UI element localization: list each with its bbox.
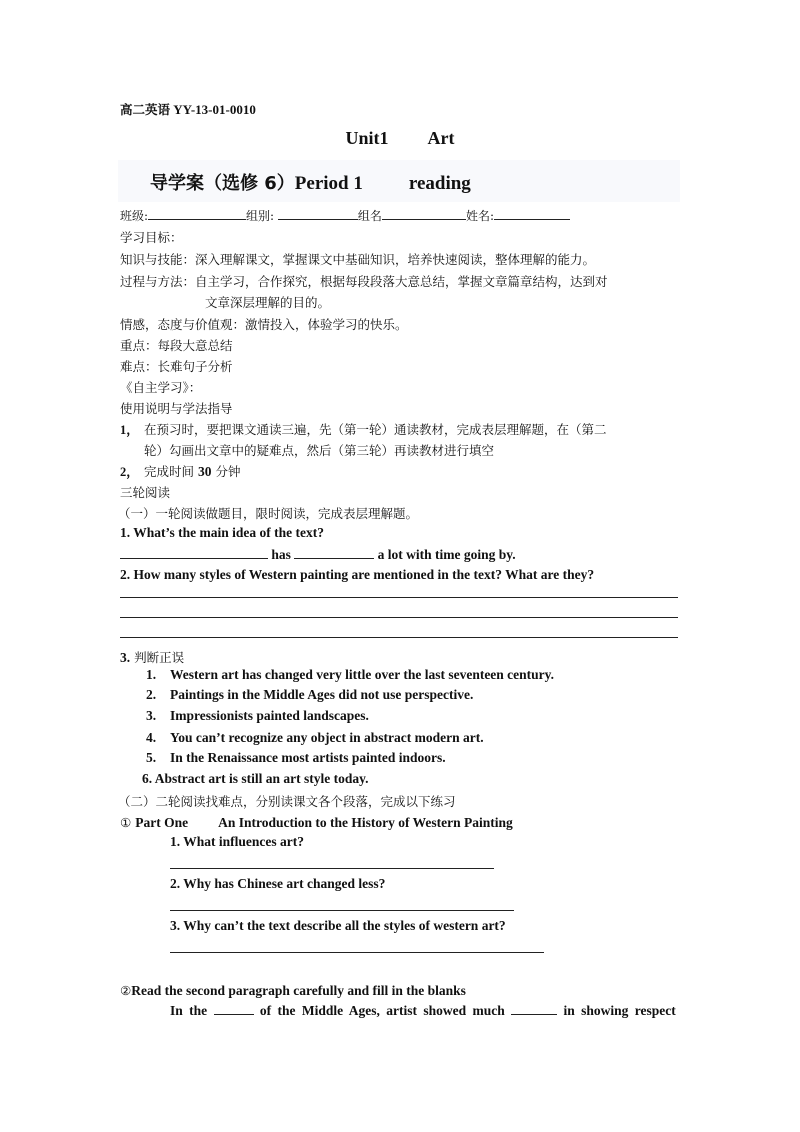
banner-title-cn: 导学案（选修 6） xyxy=(150,173,295,194)
true-false-heading xyxy=(120,648,184,667)
round-1-heading: （一）一轮阅读做题目，限时阅读，完成表层理解题。 xyxy=(118,506,419,521)
part-one-answer-line-2[interactable] xyxy=(170,910,514,911)
guide-heading: 使用说明与学法指导 xyxy=(120,401,233,416)
tf-item-number: 2. xyxy=(146,687,157,702)
guide-item-2 xyxy=(120,462,241,480)
document-code-subject: 高二英语 xyxy=(120,102,171,117)
main-idea-blank-2[interactable] xyxy=(294,546,374,559)
self-study-heading: 《自主学习》： xyxy=(120,380,202,395)
objectives-heading: 学习目标： xyxy=(120,230,183,245)
main-idea-has: has xyxy=(271,547,291,562)
tf-item xyxy=(146,687,473,703)
student-info-fields xyxy=(120,206,570,224)
main-idea-tail: a lot with time going by. xyxy=(377,547,516,562)
student-name-label: 姓名: xyxy=(465,209,494,223)
guide-item-1-cont: 轮）勾画出文章中的疑难点，然后（第三轮）再读教材进行填空 xyxy=(144,443,495,458)
styles-answer-line-1[interactable] xyxy=(120,597,678,598)
part-one-title: An Introduction to the History of Western Painting xyxy=(218,815,513,830)
fill-in-text-3: in showing respect xyxy=(563,1003,676,1018)
objective-knowledge: 知识与技能：深入理解课文，掌握课文中基础知识，培养快速阅读，整体理解的能力。 xyxy=(120,252,596,267)
banner-title xyxy=(150,169,471,195)
part-one-question-1: 1. What influences art? xyxy=(170,834,304,849)
student-name-field[interactable] xyxy=(494,206,570,220)
tf-item-number: 4. xyxy=(146,730,157,745)
group-field[interactable] xyxy=(278,206,358,220)
part-two-marker: ② xyxy=(120,983,132,998)
part-one-answer-line-3[interactable] xyxy=(170,952,544,953)
guide-item-2-number: 2， xyxy=(120,465,139,479)
tf-item-number: 3. xyxy=(146,708,157,723)
guide-item-2-unit: 分钟 xyxy=(215,464,241,479)
tf-item xyxy=(146,667,554,683)
tf-item-text: Western art has changed very little over the last seventeen century. xyxy=(170,667,555,682)
document-code-number: YY-13-01-0010 xyxy=(173,102,256,117)
fill-in-text-1: In the xyxy=(170,1003,208,1018)
fill-in-blank-1[interactable] xyxy=(214,1002,254,1015)
objective-process-cont: 文章深层理解的目的。 xyxy=(205,295,331,310)
part-two-label: Read the second paragraph carefully and fill in the blanks xyxy=(131,983,466,998)
tf-item xyxy=(146,730,484,746)
objective-process: 过程与方法：自主学习，合作探究，根据每段段落大意总结，掌握文章篇章结构，达到对 xyxy=(120,274,608,289)
unit-number: Unit1 xyxy=(345,128,389,148)
part-one-marker: ① xyxy=(120,815,132,830)
group-name-field[interactable] xyxy=(382,206,466,220)
part-one-question-3: 3. Why can’t the text describe all the styles of western art? xyxy=(170,918,506,933)
true-false-label: 判断正误 xyxy=(134,650,185,665)
guide-item-1 xyxy=(120,420,607,438)
tf-item-text: In the Renaissance most artists painted indoors. xyxy=(170,750,446,765)
class-field[interactable] xyxy=(148,206,246,220)
styles-answer-line-2[interactable] xyxy=(120,617,678,618)
class-label: 班级: xyxy=(120,209,149,223)
part-one-heading xyxy=(120,814,513,832)
part-one-answer-line-1[interactable] xyxy=(170,868,494,869)
tf-item-number: 5. xyxy=(146,750,157,765)
part-two-heading xyxy=(120,982,466,1000)
part-one-label: Part One xyxy=(135,815,189,830)
group-label: 组别: xyxy=(246,209,275,223)
tf-item-number: 1. xyxy=(146,667,157,682)
three-rounds-heading: 三轮阅读 xyxy=(120,485,171,500)
guide-item-2-minutes: 30 xyxy=(198,464,212,479)
true-false-number: 3. xyxy=(120,650,131,665)
main-idea-blank-1[interactable] xyxy=(120,546,268,559)
unit-title xyxy=(0,128,800,149)
document-code xyxy=(120,100,256,118)
guide-item-2-text: 完成时间 xyxy=(144,464,195,479)
unit-topic: Art xyxy=(427,128,455,148)
tf-item xyxy=(146,708,369,724)
fill-in-sentence xyxy=(170,1002,676,1019)
banner-period: Period 1 xyxy=(294,173,363,194)
main-idea-answer-line xyxy=(120,546,516,563)
question-main-idea: 1. What’s the main idea of the text? xyxy=(120,525,324,540)
tf-item-text: Impressionists painted landscapes. xyxy=(170,708,369,723)
tf-item xyxy=(146,750,446,766)
tf-item-text: You can’t recognize any object in abstract modern art. xyxy=(170,730,484,745)
tf-item-6: 6. Abstract art is still an art style today. xyxy=(142,771,369,786)
guide-item-1-text: 在预习时，要把课文通读三遍，先（第一轮）通读教材，完成表层理解题，在（第二 xyxy=(144,422,607,437)
objective-emotion: 情感，态度与价值观：激情投入，体验学习的快乐。 xyxy=(120,317,408,332)
guide-item-1-number: 1， xyxy=(120,423,139,437)
fill-in-blank-2[interactable] xyxy=(511,1002,557,1015)
styles-answer-line-3[interactable] xyxy=(120,637,678,638)
round-2-heading: （二）二轮阅读找难点，分别读课文各个段落，完成以下练习 xyxy=(118,794,456,809)
group-name-label: 组名 xyxy=(357,209,382,223)
difficulty-point: 难点：长难句子分析 xyxy=(120,359,233,374)
question-styles: 2. How many styles of Western painting are mentioned in the text? What are they? xyxy=(120,567,595,582)
key-point: 重点：每段大意总结 xyxy=(120,338,233,353)
banner-lesson: reading xyxy=(408,173,471,194)
fill-in-text-2: of the Middle Ages, artist showed much xyxy=(259,1003,505,1018)
tf-item-text: Paintings in the Middle Ages did not use perspective. xyxy=(170,687,474,702)
part-one-question-2: 2. Why has Chinese art changed less? xyxy=(170,876,386,891)
